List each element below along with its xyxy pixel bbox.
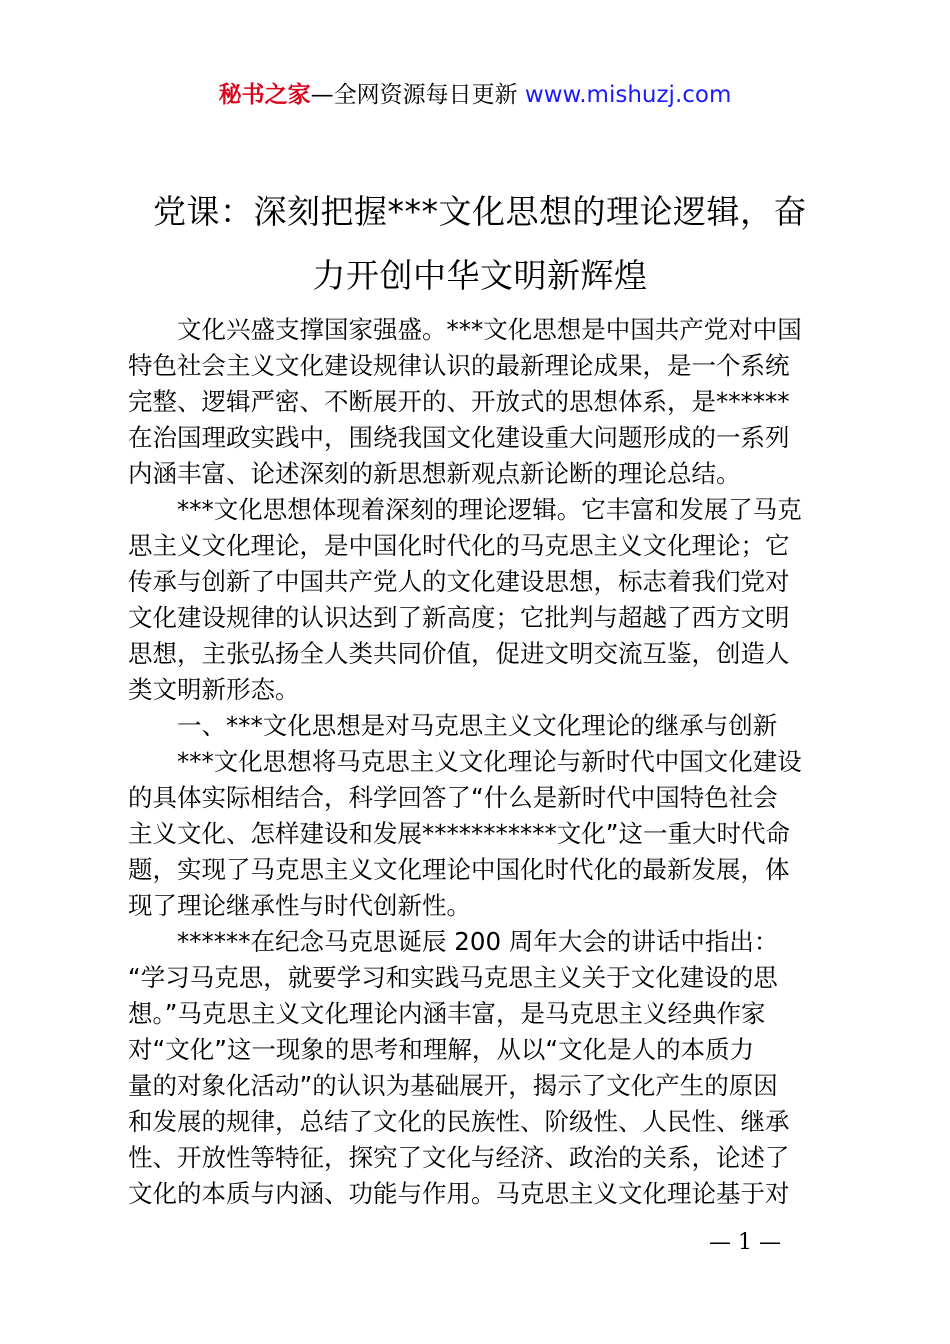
text-line: 思想，主张弘扬全人类共同价值，促进文明交流互鉴，创造人 <box>128 639 790 668</box>
section-heading-text: 一、***文化思想是对马克思主义文化理论的继承与创新 <box>177 711 778 740</box>
text-line: ******在纪念马克思诞辰 200 周年大会的讲话中指出： <box>177 927 779 956</box>
site-header <box>0 78 950 112</box>
document-title-line-1: 党课：深刻把握***文化思想的理论逻辑，奋 <box>153 192 807 231</box>
document-title <box>128 180 832 308</box>
text-line: 在治国理政实践中，围绕我国文化建设重大问题形成的一系列 <box>128 423 790 452</box>
text-line: 文化建设规律的认识达到了新高度；它批判与超越了西方文明 <box>128 603 790 632</box>
text-line: 量的对象化活动”的认识为基础展开，揭示了文化产生的原因 <box>128 1071 778 1100</box>
text-line: 题，实现了马克思主义文化理论中国化时代化的最新发展，体 <box>128 855 790 884</box>
text-line: 完整、逻辑严密、不断展开的、开放式的思想体系，是****** <box>128 387 790 416</box>
paragraph-logic <box>128 492 832 708</box>
text-line: 现了理论继承性与时代创新性。 <box>128 891 471 920</box>
text-line: ***文化思想将马克思主义文化理论与新时代中国文化建设 <box>177 747 802 776</box>
page-number: — 1 — <box>709 1230 781 1255</box>
document-title-line-2: 力开创中华文明新辉煌 <box>312 256 648 295</box>
section-heading-1 <box>128 708 832 744</box>
text-line: 特色社会主义文化建设规律认识的最新理论成果，是一个系统 <box>128 351 790 380</box>
text-line: 思主义文化理论，是中国化时代化的马克思主义文化理论；它 <box>128 531 790 560</box>
text-line: 文化的本质与内涵、功能与作用。马克思主义文化理论基于对 <box>128 1179 790 1208</box>
document-body <box>128 312 832 1212</box>
text-line: 类文明新形态。 <box>128 675 300 704</box>
text-line: 和发展的规律，总结了文化的民族性、阶级性、人民性、继承 <box>128 1107 790 1136</box>
text-line: 主义文化、怎样建设和发展***********文化”这一重大时代命 <box>128 819 790 848</box>
text-line: 对“文化”这一现象的思考和理解，从以“文化是人的本质力 <box>128 1035 755 1064</box>
text-line: 想。”马克思主义文化理论内涵丰富，是马克思主义经典作家 <box>128 999 766 1028</box>
site-url-link[interactable]: www.mishuzj.com <box>524 82 732 108</box>
text-line: 文化兴盛支撑国家强盛。***文化思想是中国共产党对中国 <box>177 315 802 344</box>
text-line: 性、开放性等特征，探究了文化与经济、政治的关系，论述了 <box>128 1143 790 1172</box>
text-line: ***文化思想体现着深刻的理论逻辑。它丰富和发展了马克 <box>177 495 802 524</box>
text-line: 内涵丰富、论述深刻的新思想新观点新论断的理论总结。 <box>128 459 741 488</box>
text-line: 的具体实际相结合，科学回答了“什么是新时代中国特色社会 <box>128 783 778 812</box>
text-line: “学习马克思，就要学习和实践马克思主义关于文化建设的思 <box>128 963 778 992</box>
paragraph-combination <box>128 744 832 924</box>
paragraph-marx-speech <box>128 924 832 1212</box>
text-line: 传承与创新了中国共产党人的文化建设思想，标志着我们党对 <box>128 567 790 596</box>
site-name: 秘书之家 <box>218 82 311 108</box>
site-tagline: —全网资源每日更新 <box>310 82 525 108</box>
paragraph-intro <box>128 312 832 492</box>
